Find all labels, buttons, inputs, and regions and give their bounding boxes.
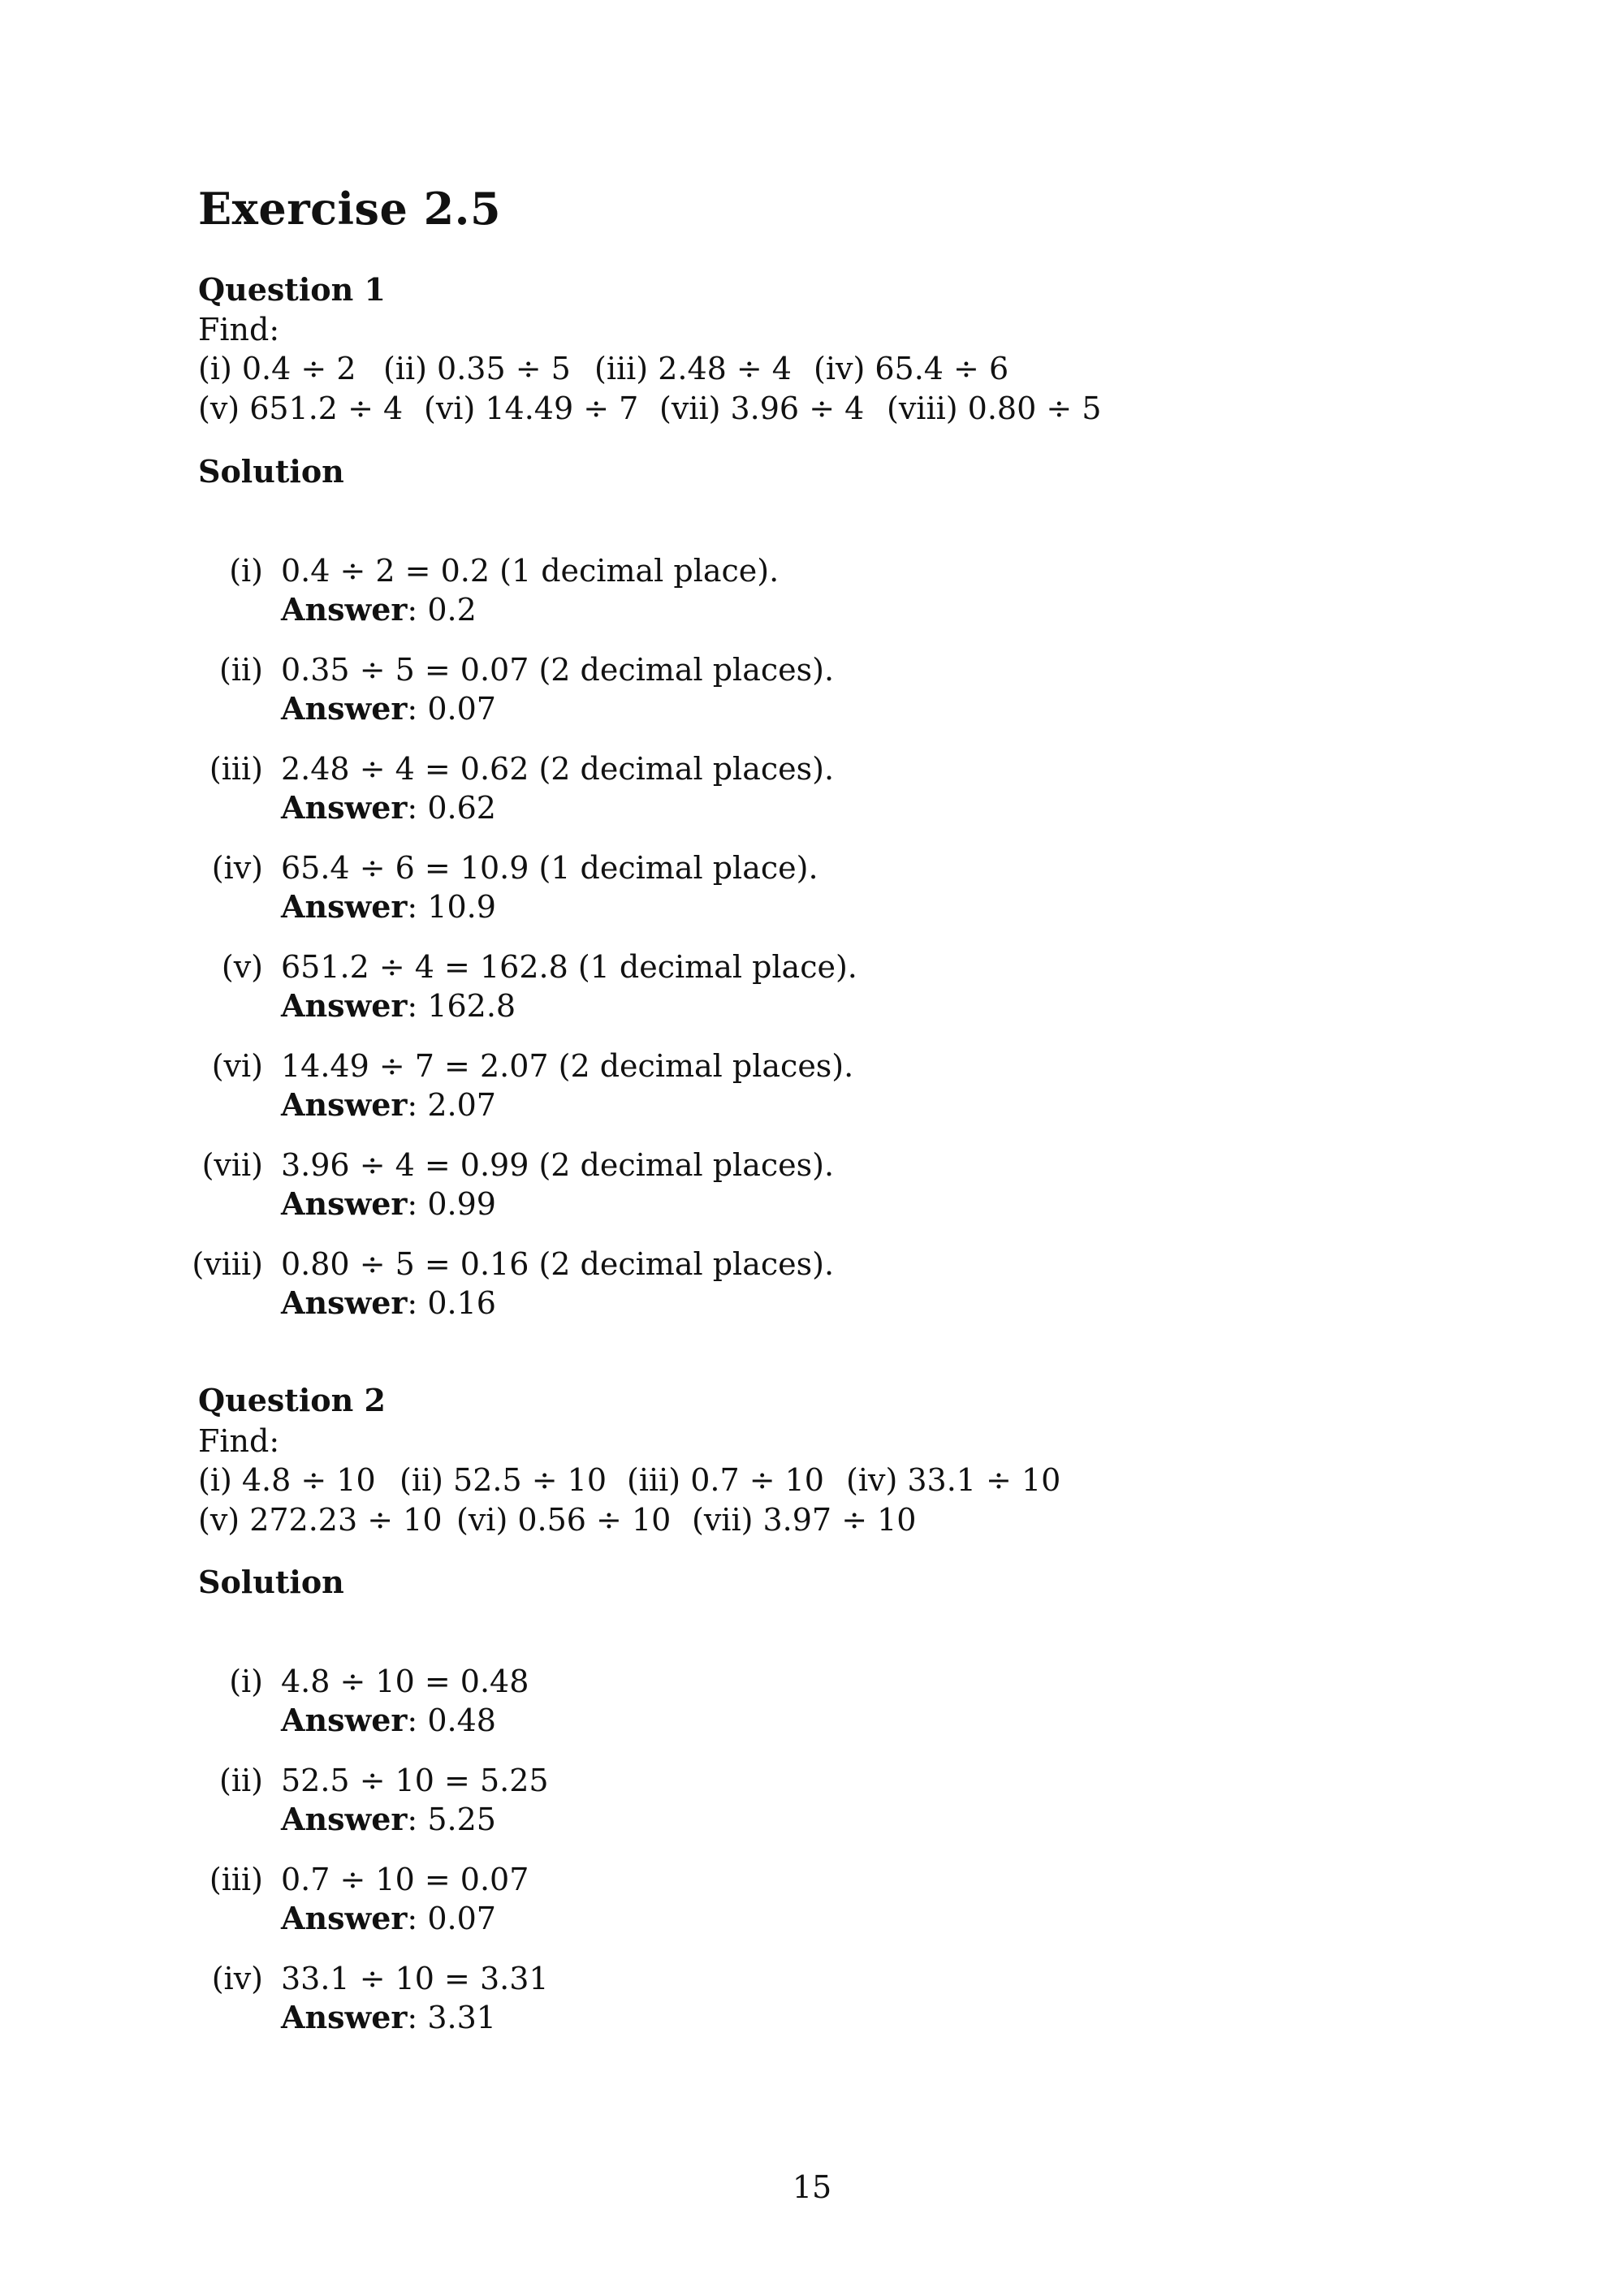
solution-item xyxy=(0,753,1624,835)
item-label: (ii) xyxy=(219,652,263,688)
question-1-part: (vi) 14.49 ÷ 7 xyxy=(424,391,639,426)
question-2-part: (ii) 52.5 ÷ 10 xyxy=(400,1462,607,1498)
question-1-part: (v) 651.2 ÷ 4 xyxy=(198,391,404,426)
item-answer: 3.31 xyxy=(427,2000,496,2035)
answer-word: Answer xyxy=(281,690,408,727)
item-label: (ii) xyxy=(219,1763,263,1798)
question-1-instruction: Find: xyxy=(198,312,280,347)
item-answer: 10.9 xyxy=(427,889,496,925)
question-1-heading: Question 1 xyxy=(198,271,386,308)
item-work: 65.4 ÷ 6 = 10.9 (1 decimal place). xyxy=(281,850,818,886)
question-1-part: (ii) 0.35 ÷ 5 xyxy=(383,351,571,386)
question-2-part: (i) 4.8 ÷ 10 xyxy=(198,1462,376,1498)
solution-item xyxy=(0,1666,1624,1747)
item-work: 3.96 ÷ 4 = 0.99 (2 decimal places). xyxy=(281,1147,835,1183)
solution-item xyxy=(0,1147,1624,1231)
solution-item xyxy=(0,1246,1624,1330)
item-label: (iii) xyxy=(209,1862,263,1897)
item-answer-line: Answer: 0.07 xyxy=(281,1900,496,1936)
item-answer-line: Answer: 0.62 xyxy=(281,789,496,826)
item-work: 4.8 ÷ 10 = 0.48 xyxy=(281,1664,529,1699)
item-answer: 0.07 xyxy=(427,691,496,727)
item-answer: 0.2 xyxy=(427,592,477,628)
item-answer: 0.62 xyxy=(427,790,496,826)
page-number: 15 xyxy=(792,2169,832,2205)
item-label: (i) xyxy=(229,1664,263,1699)
item-answer: 2.07 xyxy=(427,1087,496,1123)
item-work: 0.7 ÷ 10 = 0.07 xyxy=(281,1862,529,1897)
item-work: 651.2 ÷ 4 = 162.8 (1 decimal place). xyxy=(281,949,857,985)
question-2-parts-row-2 xyxy=(0,1504,1624,1537)
solution-item xyxy=(0,1765,1624,1846)
item-answer-line: Answer: 0.16 xyxy=(281,1284,496,1321)
answer-word: Answer xyxy=(281,1185,408,1222)
answer-word: Answer xyxy=(281,1086,408,1123)
item-label: (vii) xyxy=(201,1147,263,1183)
solution-item xyxy=(0,949,1624,1033)
answer-word: Answer xyxy=(281,987,408,1024)
item-label: (vi) xyxy=(211,1048,263,1084)
question-2-part: (vi) 0.56 ÷ 10 xyxy=(456,1502,672,1538)
answer-word: Answer xyxy=(281,1801,408,1837)
item-work: 2.48 ÷ 4 = 0.62 (2 decimal places). xyxy=(281,751,835,787)
question-1-part: (viii) 0.80 ÷ 5 xyxy=(887,391,1102,426)
item-answer-line: Answer: 10.9 xyxy=(281,888,496,925)
question-1-part: (i) 0.4 ÷ 2 xyxy=(198,351,356,386)
item-answer-line: Answer: 5.25 xyxy=(281,1801,496,1837)
answer-word: Answer xyxy=(281,1900,408,1936)
item-answer-line: Answer: 3.31 xyxy=(281,1999,496,2035)
item-label: (i) xyxy=(229,553,263,589)
question-2-parts-row-1 xyxy=(0,1462,1624,1498)
item-label: (v) xyxy=(221,949,263,985)
item-label: (iv) xyxy=(211,1961,263,1996)
item-answer: 0.99 xyxy=(427,1186,496,1222)
question-2-part: (iii) 0.7 ÷ 10 xyxy=(627,1462,824,1498)
question-2-part: (v) 272.23 ÷ 10 xyxy=(198,1502,443,1538)
solution-item xyxy=(0,654,1624,736)
solution-item xyxy=(0,1864,1624,1945)
answer-word: Answer xyxy=(281,789,408,826)
answer-word: Answer xyxy=(281,888,408,925)
exercise-title: Exercise 2.5 xyxy=(198,183,502,235)
solution-item xyxy=(0,1963,1624,2044)
item-answer-line: Answer: 0.99 xyxy=(281,1185,496,1222)
answer-word: Answer xyxy=(281,1284,408,1321)
answer-word: Answer xyxy=(281,591,408,628)
answer-word: Answer xyxy=(281,1702,408,1738)
item-label: (iii) xyxy=(209,751,263,787)
solution-item xyxy=(0,1048,1624,1132)
item-answer: 0.48 xyxy=(427,1703,496,1738)
solution-item xyxy=(0,555,1624,637)
item-label: (iv) xyxy=(211,850,263,886)
question-2-instruction: Find: xyxy=(198,1423,280,1459)
question-1-solution-heading: Solution xyxy=(198,453,344,490)
item-answer-line: Answer: 2.07 xyxy=(281,1086,496,1123)
item-answer: 162.8 xyxy=(427,988,516,1024)
question-1-part: (iv) 65.4 ÷ 6 xyxy=(814,351,1009,386)
item-answer: 5.25 xyxy=(427,1802,496,1837)
item-work: 0.80 ÷ 5 = 0.16 (2 decimal places). xyxy=(281,1246,835,1282)
item-work: 14.49 ÷ 7 = 2.07 (2 decimal places). xyxy=(281,1048,854,1084)
question-2-heading: Question 2 xyxy=(198,1382,386,1418)
question-1-parts-row-1 xyxy=(0,353,1624,386)
item-answer-line: Answer: 0.48 xyxy=(281,1702,496,1738)
item-answer-line: Answer: 0.07 xyxy=(281,690,496,727)
question-2-solution-heading: Solution xyxy=(198,1564,344,1600)
item-answer: 0.16 xyxy=(427,1285,496,1321)
answer-word: Answer xyxy=(281,1999,408,2035)
question-2-part: (iv) 33.1 ÷ 10 xyxy=(846,1462,1061,1498)
item-work: 52.5 ÷ 10 = 5.25 xyxy=(281,1763,549,1798)
item-work: 0.35 ÷ 5 = 0.07 (2 decimal places). xyxy=(281,652,835,688)
item-answer-line: Answer: 162.8 xyxy=(281,987,516,1024)
item-work: 33.1 ÷ 10 = 3.31 xyxy=(281,1961,549,1996)
question-1-parts-row-2 xyxy=(0,393,1624,425)
question-1-part: (vii) 3.96 ÷ 4 xyxy=(659,391,865,426)
item-work: 0.4 ÷ 2 = 0.2 (1 decimal place). xyxy=(281,553,780,589)
question-1-part: (iii) 2.48 ÷ 4 xyxy=(594,351,792,386)
item-answer: 0.07 xyxy=(427,1901,496,1936)
question-2-part: (vii) 3.97 ÷ 10 xyxy=(692,1502,917,1538)
item-label: (viii) xyxy=(192,1246,263,1282)
solution-item xyxy=(0,852,1624,934)
item-answer-line: Answer: 0.2 xyxy=(281,591,477,628)
